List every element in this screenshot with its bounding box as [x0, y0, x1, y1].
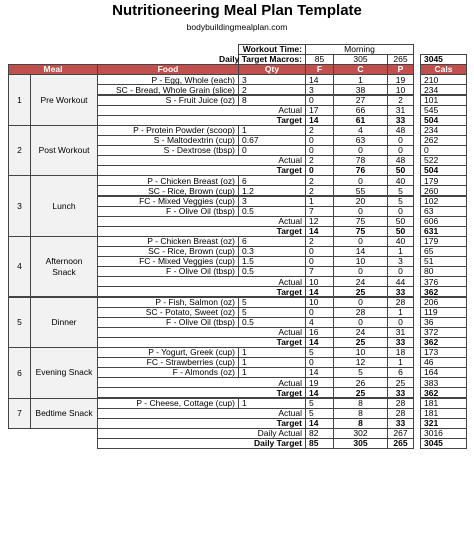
food-name: F - Olive Oil (tbsp) — [97, 206, 239, 217]
target-fat: 14 — [305, 337, 334, 348]
actual-carbs: 24 — [333, 327, 388, 338]
target-cals: 362 — [420, 337, 467, 348]
food-protein: 28 — [387, 398, 414, 409]
food-carbs: 10 — [333, 347, 388, 358]
food-protein: 40 — [387, 175, 414, 186]
food-cals: 0 — [420, 145, 467, 156]
target-cals: 631 — [420, 226, 467, 237]
food-protein: 18 — [387, 347, 414, 358]
food-protein: 3 — [387, 256, 414, 267]
food-fat: 2 — [305, 125, 334, 136]
actual-fat: 16 — [305, 327, 334, 338]
actual-fat: 10 — [305, 276, 334, 287]
food-name: F - Almonds (oz) — [97, 367, 239, 378]
page-subtitle: bodybuildingmealplan.com — [186, 22, 288, 32]
food-protein: 1 — [387, 246, 414, 257]
food-qty: 1 — [238, 367, 306, 378]
workout-time-label: Workout Time: — [238, 44, 306, 55]
food-fat: 0 — [305, 145, 334, 156]
food-protein: 0 — [387, 317, 414, 328]
food-cals: 80 — [420, 266, 467, 277]
actual-fat: 12 — [305, 216, 334, 227]
food-fat: 0 — [305, 135, 334, 146]
actual-carbs: 78 — [333, 155, 388, 166]
food-carbs: 8 — [333, 398, 388, 409]
food-name: S - Maltodextrin (cup) — [97, 135, 239, 146]
food-protein: 0 — [387, 135, 414, 146]
food-carbs: 1 — [333, 74, 388, 85]
meal-name: Evening Snack — [30, 347, 98, 399]
food-name: FC - Mixed Veggies (cup) — [97, 256, 239, 267]
food-cals: 164 — [420, 367, 467, 378]
actual-carbs: 26 — [333, 377, 388, 388]
food-cals: 262 — [420, 135, 467, 146]
food-cals: 234 — [420, 84, 467, 95]
food-protein: 0 — [387, 266, 414, 277]
target-carbs: 76 — [333, 165, 388, 176]
food-protein: 19 — [387, 74, 414, 85]
target-fat: 14 — [305, 286, 334, 297]
food-qty: 3 — [238, 196, 306, 207]
food-qty: 0.67 — [238, 135, 306, 146]
actual-protein: 44 — [387, 276, 414, 287]
food-carbs: 55 — [333, 185, 388, 196]
food-qty: 5 — [238, 297, 306, 308]
actual-carbs: 66 — [333, 105, 388, 116]
food-protein: 28 — [387, 297, 414, 308]
daily-actual-cals: 3016 — [420, 428, 467, 439]
target-label: Target — [97, 165, 306, 176]
food-fat: 4 — [305, 317, 334, 328]
food-fat: 2 — [305, 185, 334, 196]
food-protein: 6 — [387, 367, 414, 378]
target-protein: 33 — [387, 337, 414, 348]
actual-protein: 31 — [387, 327, 414, 338]
actual-fat: 19 — [305, 377, 334, 388]
actual-cals: 522 — [420, 155, 467, 166]
food-cals: 173 — [420, 347, 467, 358]
food-name: P - Yogurt, Greek (cup) — [97, 347, 239, 358]
food-fat: 5 — [305, 398, 334, 409]
target-label: Target — [97, 226, 306, 237]
target-protein: 33 — [387, 115, 414, 126]
target-macro-protein: 265 — [387, 54, 414, 65]
food-cals: 179 — [420, 175, 467, 186]
food-cals: 119 — [420, 307, 467, 318]
daily-target-carbs: 305 — [333, 438, 388, 449]
food-fat: 5 — [305, 347, 334, 358]
food-name: SC - Bread, Whole Grain (slice) — [97, 84, 239, 95]
food-qty: 5 — [238, 307, 306, 318]
food-qty: 1 — [238, 125, 306, 136]
food-fat: 14 — [305, 367, 334, 378]
daily-target-label: Daily Target — [97, 438, 306, 449]
food-name: P - Egg, Whole (each) — [97, 74, 239, 85]
food-name: P - Cheese, Cottage (cup) — [97, 398, 239, 409]
food-qty: 8 — [238, 95, 306, 106]
header-food: Food — [97, 64, 239, 75]
meal-name: Post Workout — [30, 125, 98, 177]
food-carbs: 0 — [333, 206, 388, 217]
food-fat: 14 — [305, 74, 334, 85]
food-fat: 0 — [305, 95, 334, 106]
food-carbs: 0 — [333, 145, 388, 156]
food-qty: 1 — [238, 398, 306, 409]
actual-fat: 2 — [305, 155, 334, 166]
food-name: SC - Potato, Sweet (oz) — [97, 307, 239, 318]
food-fat: 0 — [305, 357, 334, 368]
food-name: SC - Rice, Brown (cup) — [97, 185, 239, 196]
target-cals: 504 — [420, 115, 467, 126]
food-cals: 63 — [420, 206, 467, 217]
target-label: Target — [97, 286, 306, 297]
food-cals: 36 — [420, 317, 467, 328]
food-name: FC - Mixed Veggies (cup) — [97, 196, 239, 207]
actual-label: Actual — [97, 216, 306, 227]
actual-fat: 5 — [305, 408, 334, 419]
actual-label: Actual — [97, 327, 306, 338]
food-cals: 51 — [420, 256, 467, 267]
target-carbs: 61 — [333, 115, 388, 126]
target-carbs: 8 — [333, 418, 388, 429]
daily-actual-carbs: 302 — [333, 428, 388, 439]
actual-fat: 17 — [305, 105, 334, 116]
meal-number: 3 — [8, 175, 31, 237]
meal-number: 1 — [8, 74, 31, 126]
food-carbs: 12 — [333, 357, 388, 368]
actual-cals: 606 — [420, 216, 467, 227]
target-fat: 14 — [305, 226, 334, 237]
meal-name: Lunch — [30, 175, 98, 237]
food-cals: 206 — [420, 297, 467, 308]
target-label: Target — [97, 337, 306, 348]
food-qty: 0.3 — [238, 246, 306, 257]
food-qty: 3 — [238, 74, 306, 85]
actual-cals: 376 — [420, 276, 467, 287]
actual-cals: 181 — [420, 408, 467, 419]
target-carbs: 25 — [333, 286, 388, 297]
target-cals: 321 — [420, 418, 467, 429]
actual-protein: 25 — [387, 377, 414, 388]
actual-protein: 28 — [387, 408, 414, 419]
food-cals: 210 — [420, 74, 467, 85]
actual-cals: 383 — [420, 377, 467, 388]
header-cals: Cals — [420, 64, 467, 75]
actual-label: Actual — [97, 408, 306, 419]
header-qty: Qty — [238, 64, 306, 75]
food-cals: 46 — [420, 357, 467, 368]
target-protein: 33 — [387, 286, 414, 297]
target-label: Target — [97, 387, 306, 398]
target-macro-carbs: 305 — [333, 54, 388, 65]
meal-number: 6 — [8, 347, 31, 399]
actual-carbs: 8 — [333, 408, 388, 419]
actual-label: Actual — [97, 276, 306, 287]
daily-target-cals: 3045 — [420, 438, 467, 449]
food-protein: 5 — [387, 185, 414, 196]
food-name: S - Dextrose (tbsp) — [97, 145, 239, 156]
food-carbs: 63 — [333, 135, 388, 146]
food-carbs: 27 — [333, 95, 388, 106]
food-qty: 0.5 — [238, 206, 306, 217]
food-fat: 0 — [305, 307, 334, 318]
food-protein: 10 — [387, 84, 414, 95]
workout-time-value: Morning — [305, 44, 414, 55]
meal-name: Dinner — [30, 297, 98, 349]
food-name: F - Olive Oil (tbsp) — [97, 317, 239, 328]
food-protein: 40 — [387, 236, 414, 247]
target-label: Target — [97, 418, 306, 429]
food-fat: 2 — [305, 175, 334, 186]
food-qty: 6 — [238, 236, 306, 247]
daily-target-fat: 85 — [305, 438, 334, 449]
target-carbs: 25 — [333, 387, 388, 398]
food-qty: 0.5 — [238, 317, 306, 328]
actual-protein: 48 — [387, 155, 414, 166]
page-title: Nutritioneering Meal Plan Template — [112, 2, 362, 19]
header-c: C — [333, 64, 388, 75]
food-carbs: 4 — [333, 125, 388, 136]
daily-actual-fat: 82 — [305, 428, 334, 439]
food-cals: 102 — [420, 196, 467, 207]
target-protein: 50 — [387, 226, 414, 237]
food-cals: 260 — [420, 185, 467, 196]
daily-actual-protein: 267 — [387, 428, 414, 439]
food-carbs: 0 — [333, 266, 388, 277]
header-p: P — [387, 64, 414, 75]
target-macro-fat: 85 — [305, 54, 334, 65]
food-qty: 1 — [238, 357, 306, 368]
food-fat: 1 — [305, 196, 334, 207]
daily-target-macros-label: Daily Target Macros: — [238, 54, 306, 65]
target-carbs: 25 — [333, 337, 388, 348]
meal-number: 7 — [8, 398, 31, 429]
meal-number: 5 — [8, 297, 31, 349]
actual-protein: 50 — [387, 216, 414, 227]
target-fat: 14 — [305, 115, 334, 126]
target-label: Target — [97, 115, 306, 126]
food-cals: 101 — [420, 95, 467, 106]
meal-name: Afternoon Snack — [30, 236, 98, 298]
food-carbs: 0 — [333, 297, 388, 308]
food-fat: 2 — [305, 236, 334, 247]
target-macro-cals: 3045 — [420, 54, 467, 65]
target-protein: 50 — [387, 165, 414, 176]
actual-label: Actual — [97, 155, 306, 166]
header-f: F — [305, 64, 334, 75]
meal-number: 2 — [8, 125, 31, 177]
food-carbs: 0 — [333, 236, 388, 247]
food-name: P - Chicken Breast (oz) — [97, 236, 239, 247]
food-carbs: 28 — [333, 307, 388, 318]
actual-cals: 372 — [420, 327, 467, 338]
food-qty: 1 — [238, 347, 306, 358]
target-cals: 362 — [420, 387, 467, 398]
food-carbs: 0 — [333, 175, 388, 186]
food-fat: 0 — [305, 246, 334, 257]
food-protein: 1 — [387, 307, 414, 318]
food-name: F - Olive Oil (tbsp) — [97, 266, 239, 277]
food-fat: 0 — [305, 256, 334, 267]
daily-target-protein: 265 — [387, 438, 414, 449]
food-name: S - Fruit Juice (oz) — [97, 95, 239, 106]
food-fat: 3 — [305, 84, 334, 95]
food-carbs: 14 — [333, 246, 388, 257]
meal-name: Bedtime Snack — [30, 398, 98, 429]
actual-cals: 545 — [420, 105, 467, 116]
meal-name: Pre Workout — [30, 74, 98, 126]
food-qty: 0 — [238, 145, 306, 156]
food-name: P - Fish, Salmon (oz) — [97, 297, 239, 308]
target-fat: 14 — [305, 418, 334, 429]
food-qty: 1.2 — [238, 185, 306, 196]
actual-protein: 31 — [387, 105, 414, 116]
daily-actual-label: Daily Actual — [97, 428, 306, 439]
actual-carbs: 75 — [333, 216, 388, 227]
food-protein: 5 — [387, 196, 414, 207]
food-name: SC - Rice, Brown (cup) — [97, 246, 239, 257]
food-qty: 0.5 — [238, 266, 306, 277]
actual-carbs: 24 — [333, 276, 388, 287]
target-cals: 362 — [420, 286, 467, 297]
food-cals: 179 — [420, 236, 467, 247]
target-protein: 33 — [387, 418, 414, 429]
food-protein: 1 — [387, 357, 414, 368]
food-name: FC - Strawberries (cup) — [97, 357, 239, 368]
target-cals: 504 — [420, 165, 467, 176]
target-protein: 33 — [387, 387, 414, 398]
food-qty: 2 — [238, 84, 306, 95]
food-carbs: 38 — [333, 84, 388, 95]
header-meal: Meal — [8, 64, 98, 75]
food-protein: 0 — [387, 206, 414, 217]
meal-number: 4 — [8, 236, 31, 298]
target-fat: 14 — [305, 387, 334, 398]
target-fat: 0 — [305, 165, 334, 176]
food-qty: 6 — [238, 175, 306, 186]
actual-label: Actual — [97, 377, 306, 388]
food-cals: 65 — [420, 246, 467, 257]
food-carbs: 10 — [333, 256, 388, 267]
food-cals: 181 — [420, 398, 467, 409]
food-protein: 2 — [387, 95, 414, 106]
actual-label: Actual — [97, 105, 306, 116]
food-carbs: 20 — [333, 196, 388, 207]
food-name: P - Chicken Breast (oz) — [97, 175, 239, 186]
food-name: P - Protein Powder (scoop) — [97, 125, 239, 136]
target-carbs: 75 — [333, 226, 388, 237]
food-cals: 234 — [420, 125, 467, 136]
food-protein: 0 — [387, 145, 414, 156]
food-fat: 10 — [305, 297, 334, 308]
food-fat: 7 — [305, 206, 334, 217]
food-carbs: 0 — [333, 317, 388, 328]
food-fat: 7 — [305, 266, 334, 277]
food-protein: 48 — [387, 125, 414, 136]
food-carbs: 5 — [333, 367, 388, 378]
food-qty: 1.5 — [238, 256, 306, 267]
